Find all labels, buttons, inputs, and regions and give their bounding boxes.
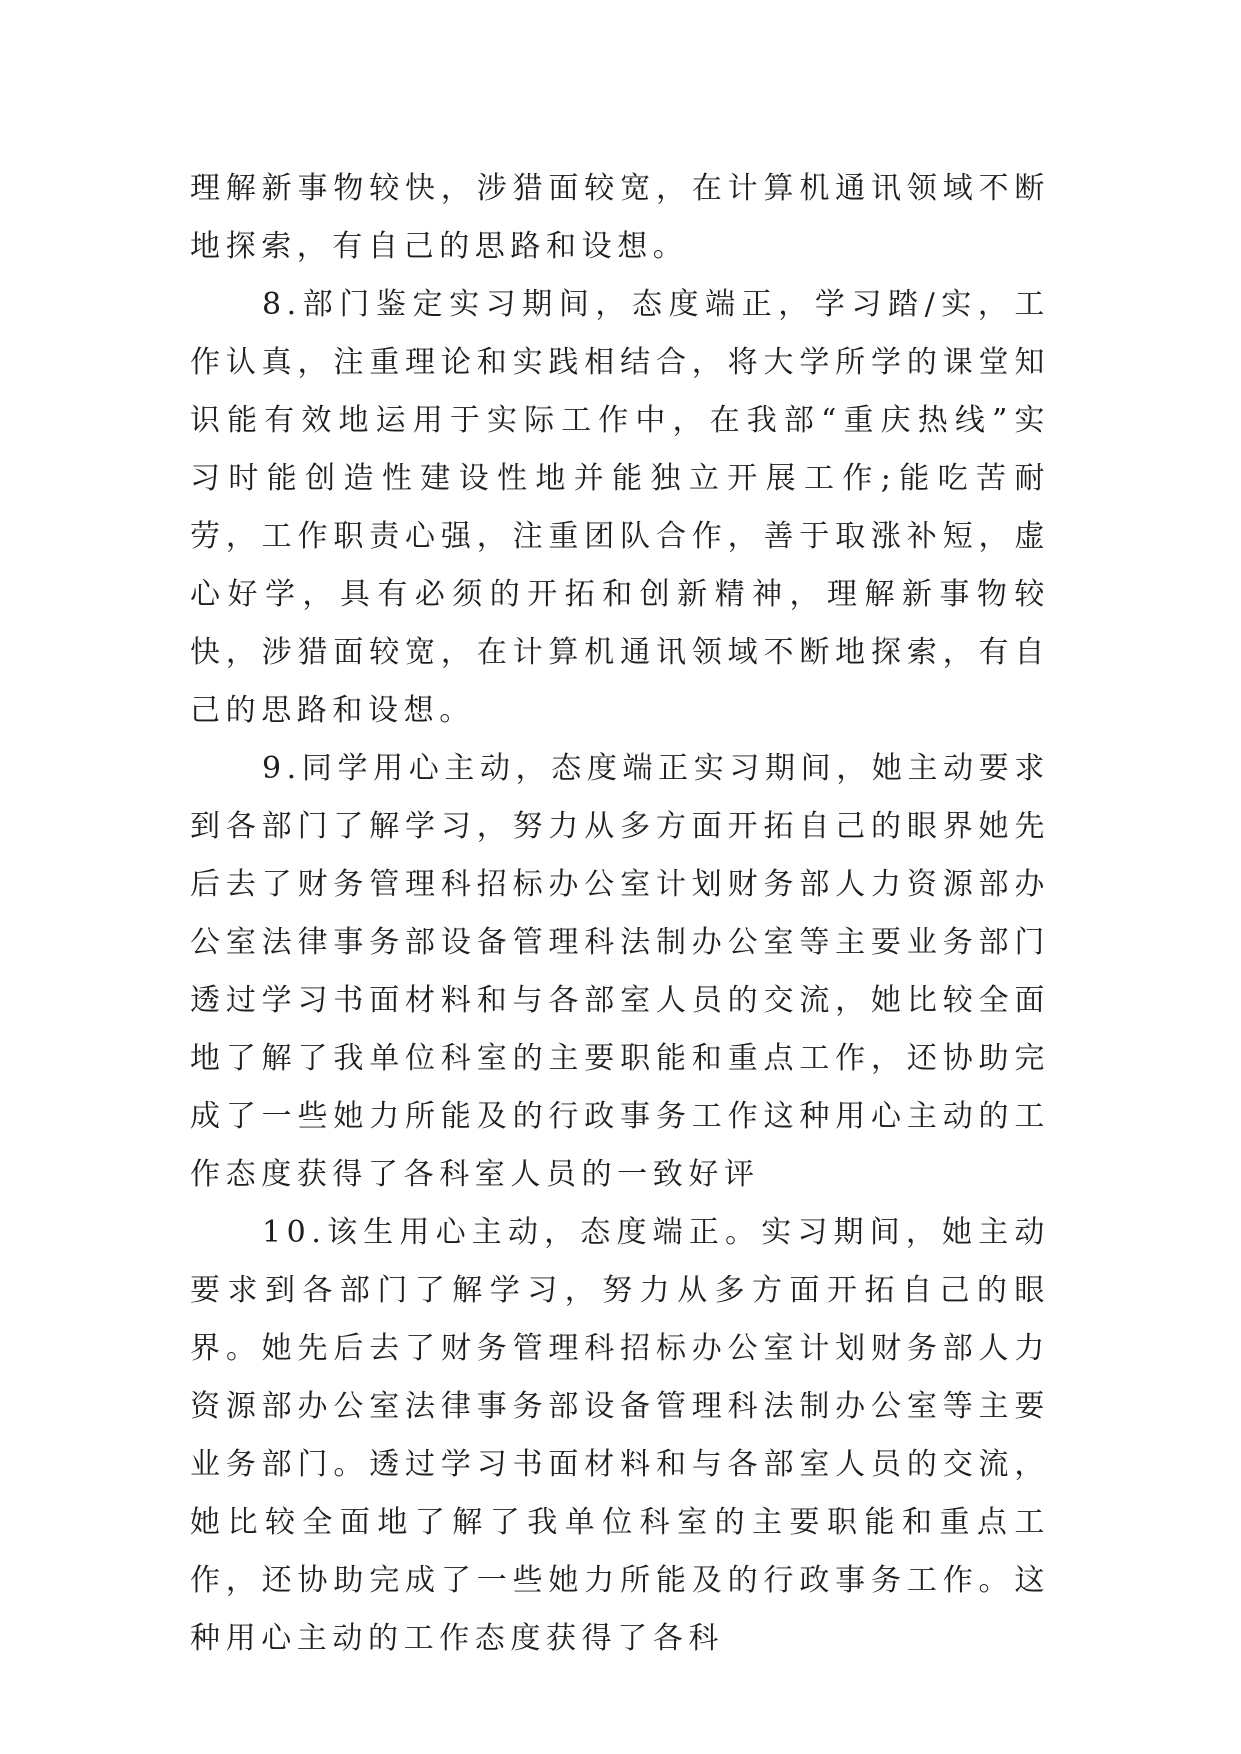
paragraph-item-8-department-appraisal: 8.部门鉴定实习期间，态度端正，学习踏/实，工作认真，注重理论和实践相结合，将大学所学的课堂知识能有效地运用于实际工作中，在我部“重庆热线”实习时能创造性建设性地并能独立开展工作;能吃苦耐劳，工作职责心强，注重团队合作，善于取涨补短，虚心好学，具有必须的开拓和创新精神，理解新事物较快，涉猎面较宽，在计算机通讯领域不断地探索，有自己的思路和设想。 — [190, 287, 1050, 728]
paragraph-item-9: 9.同学用心主动，态度端正实习期间，她主动要求到各部门了解学习，努力从多方面开拓自己的眼界她先后去了财务管理科招标办公室计划财务部人力资源部办公室法律事务部设备管理科法制办公室等主要业务部门透过学习书面材料和与各部室人员的交流，她比较全面地了解了我单位科室的主要职能和重点工作，还协助完成了一些她力所能及的行政事务工作这种用心主动的工作态度获得了各科室人员的一致好评 — [190, 751, 1050, 1192]
paragraph-item-10: 10.该生用心主动，态度端正。实习期间，她主动要求到各部门了解学习，努力从多方面开拓自己的眼界。她先后去了财务管理科招标办公室计划财务部人力资源部办公室法律事务部设备管理科法制办公室等主要业务部门。透过学习书面材料和与各部室人员的交流，她比较全面地了解了我单位科室的主要职能和重点工作，还协助完成了一些她力所能及的行政事务工作。这种用心主动的工作态度获得了各科 — [190, 1215, 1050, 1656]
document-page — [190, 160, 1050, 1668]
paragraph-continued: 理解新事物较快，涉猎面较宽，在计算机通讯领域不断地探索，有自己的思路和设想。 — [190, 171, 1050, 264]
